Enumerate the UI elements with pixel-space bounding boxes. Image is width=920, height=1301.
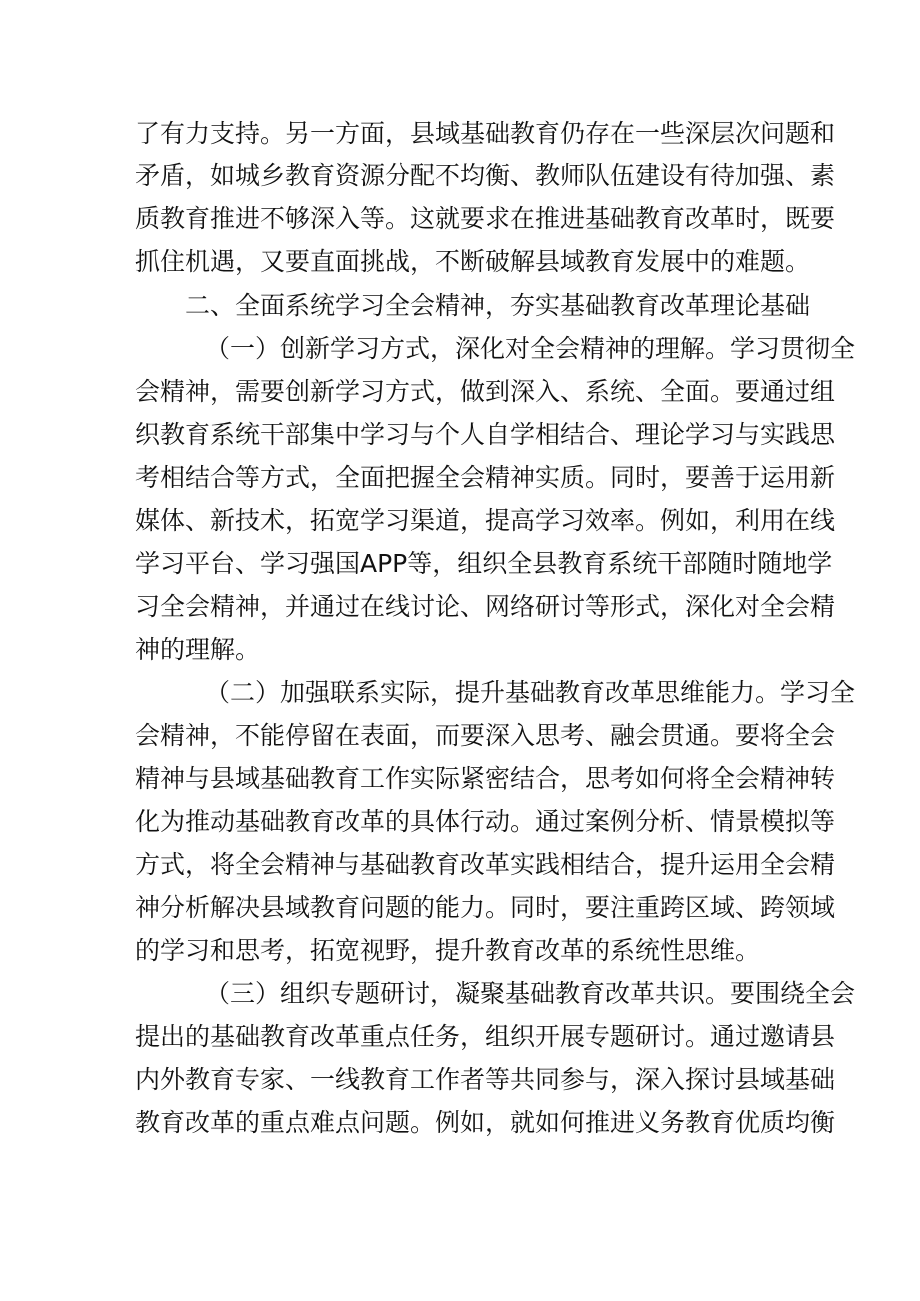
paragraph-line-19: 神分析解决县域教育问题的能力。同时，要注重跨区域、跨领域 bbox=[135, 893, 836, 922]
paragraph-line-21: （三）组织专题研讨，凝聚基础教育改革共识。要围绕全会 bbox=[205, 979, 856, 1008]
paragraph-line-20: 的学习和思考，拓宽视野，提升教育改革的系统性思维。 bbox=[135, 936, 761, 965]
paragraph-line-1: 了有力支持。另一方面，县域基础教育仍存在一些深层次问题和 bbox=[135, 119, 836, 148]
paragraph-line-6: （一）创新学习方式，深化对全会精神的理解。学习贯彻全 bbox=[205, 334, 856, 363]
paragraph-line-23: 内外教育专家、一线教育工作者等共同参与，深入探讨县域基础 bbox=[135, 1065, 836, 1094]
paragraph-line-17: 化为推动基础教育改革的具体行动。通过案例分析、情景模拟等 bbox=[135, 807, 836, 836]
paragraph-line-2: 矛盾，如城乡教育资源分配不均衡、教师队伍建设有待加强、素 bbox=[135, 161, 836, 190]
paragraph-line-16: 精神与县域基础教育工作实际紧密结合，思考如何将全会精神转 bbox=[135, 764, 836, 793]
paragraph-line-13: 神的理解。 bbox=[135, 635, 261, 664]
paragraph-line-15: 会精神，不能停留在表面，而要深入思考、融会贯通。要将全会 bbox=[135, 721, 836, 750]
paragraph-line-22: 提出的基础教育改革重点任务，组织开展专题研讨。通过邀请县 bbox=[135, 1022, 836, 1051]
paragraph-line-3: 质教育推进不够深入等。这就要求在推进基础教育改革时，既要 bbox=[135, 204, 836, 233]
paragraph-line-18: 方式，将全会精神与基础教育改革实践相结合，提升运用全会精 bbox=[135, 850, 836, 879]
paragraph-line-4: 抓住机遇，又要直面挑战，不断破解县域教育发展中的难题。 bbox=[135, 247, 811, 276]
paragraph-line-7: 会精神，需要创新学习方式，做到深入、系统、全面。要通过组 bbox=[135, 377, 836, 406]
paragraph-line-12: 习全会精神，并通过在线讨论、网络研讨等形式，深化对全会精 bbox=[135, 592, 836, 621]
paragraph-line-9: 考相结合等方式，全面把握全会精神实质。同时，要善于运用新 bbox=[135, 463, 836, 492]
paragraph-line-14: （二）加强联系实际，提升基础教育改革思维能力。学习全 bbox=[205, 678, 856, 707]
paragraph-line-11: 学习平台、学习强国APP等，组织全县教育系统干部随时随地学 bbox=[135, 549, 833, 578]
paragraph-line-24: 教育改革的重点难点问题。例如，就如何推进义务教育优质均衡 bbox=[135, 1108, 836, 1137]
paragraph-line-10: 媒体、新技术，拓宽学习渠道，提高学习效率。例如，利用在线 bbox=[135, 506, 836, 535]
section-heading: 二、全面系统学习全会精神，夯实基础教育改革理论基础 bbox=[185, 291, 811, 320]
paragraph-line-8: 织教育系统干部集中学习与个人自学相结合、理论学习与实践思 bbox=[135, 420, 836, 449]
